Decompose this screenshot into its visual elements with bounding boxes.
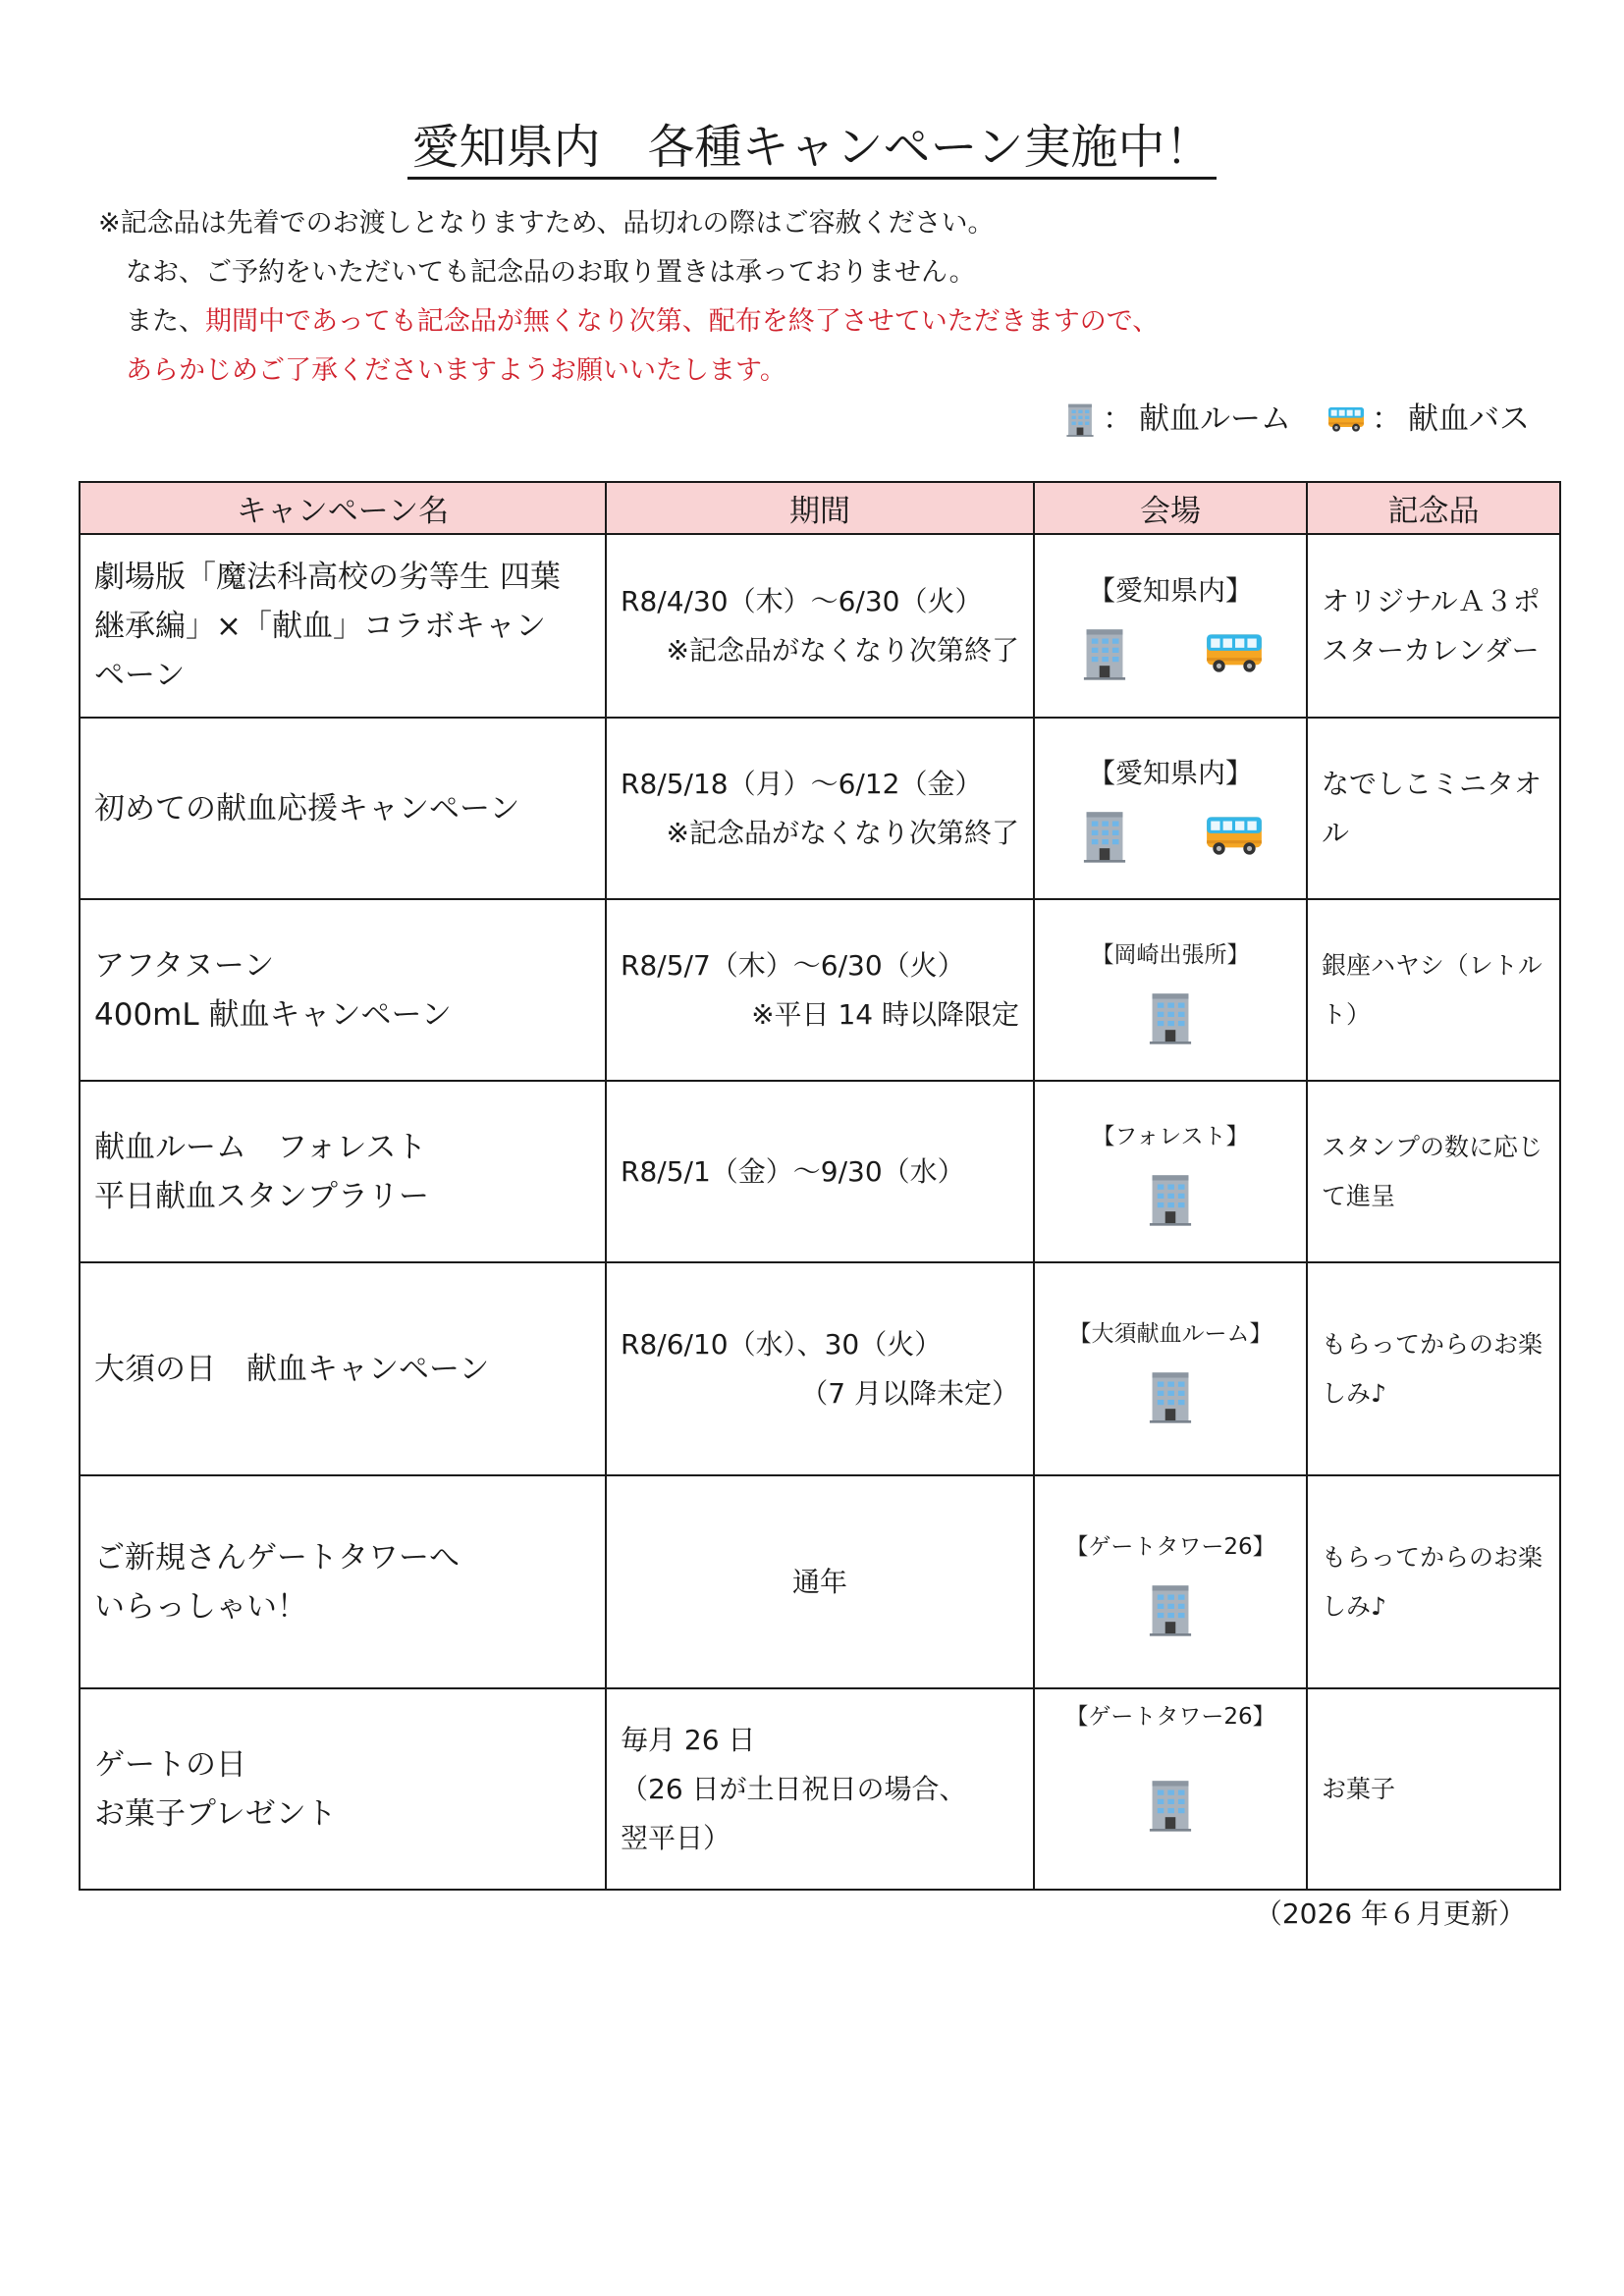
- notice-line-4: あらかじめご了承くださいますようお願いいたします。: [126, 355, 786, 386]
- campaign-venue: [1034, 718, 1307, 899]
- campaign-period: [606, 1475, 1034, 1688]
- campaign-name: [80, 1688, 606, 1890]
- page-title: [0, 116, 1624, 179]
- venue-label: 【岡崎出張所】: [1091, 941, 1250, 968]
- notice-line-2: なお、ご予約をいただいても記念品のお取り置きは承っておりません。: [126, 257, 976, 288]
- period-text: 毎月 26 日: [621, 1723, 756, 1756]
- period-text: R8/5/18（月）～6/12（金）: [621, 767, 983, 800]
- building-icon: [1143, 1580, 1198, 1637]
- legend-separator: ：: [1103, 401, 1133, 437]
- period-note: ※平日 14 時以降限定: [751, 997, 1019, 1031]
- campaign-name-line: 400mL 献血キャンペーン: [94, 996, 452, 1033]
- legend-separator: ：: [1372, 401, 1402, 437]
- venue-label: 【フォレスト】: [1092, 1123, 1249, 1149]
- campaign-period: [606, 534, 1034, 718]
- gift-line: お菓子: [1322, 1774, 1396, 1803]
- notice-line-3: [98, 297, 1159, 347]
- table-row: [80, 1475, 1560, 1688]
- campaign-name-line: ゲートの日: [94, 1746, 246, 1783]
- campaign-name-line: 初めての献血応援キャンペーン: [94, 790, 520, 827]
- campaign-name-line: いらっしゃい！: [94, 1588, 307, 1625]
- period-text: R8/6/10（水）、30（火）: [621, 1327, 943, 1361]
- table-row: [80, 899, 1560, 1081]
- gift-line: 銀座ハヤシ（レトル: [1322, 950, 1543, 980]
- campaign-name-line: アフタヌーン: [94, 947, 275, 984]
- campaign-period: [606, 899, 1034, 1081]
- venue-icons: [1041, 1776, 1300, 1833]
- bus-icon: [1326, 403, 1366, 435]
- legend-bus-label: 献血バス: [1408, 401, 1530, 437]
- campaign-venue: [1034, 1081, 1307, 1262]
- campaign-gift: [1307, 1081, 1560, 1262]
- building-icon: [1063, 400, 1097, 438]
- gift-line: ト）: [1322, 999, 1372, 1029]
- period-text: R8/4/30（木）～6/30（火）: [621, 584, 983, 617]
- notice-block: [98, 199, 1159, 396]
- venue-icons: [1041, 807, 1300, 864]
- venue-label: 【ゲートタワー26】: [1065, 1703, 1275, 1730]
- campaign-venue: [1034, 1262, 1307, 1475]
- legend-room: [1063, 398, 1291, 441]
- venue-label: 【ゲートタワー26】: [1065, 1533, 1275, 1560]
- campaign-name: [80, 1081, 606, 1262]
- campaign-venue: [1034, 1688, 1307, 1890]
- venue-label: 【愛知県内】: [1087, 756, 1253, 789]
- period-text: R8/5/7（木）～6/30（火）: [621, 948, 965, 982]
- campaign-gift: [1307, 534, 1560, 718]
- campaign-name-line: 劇場版「魔法科高校の劣等生 四葉: [94, 559, 561, 595]
- campaign-name-line: 献血ルーム フォレスト: [94, 1129, 427, 1165]
- campaign-gift: [1307, 1475, 1560, 1688]
- campaign-name-line: 平日献血スタンプラリー: [94, 1178, 429, 1214]
- campaign-name-line: 継承編」×「献血」コラボキャン: [94, 608, 546, 644]
- venue-icons: [1041, 1170, 1300, 1227]
- campaign-period: [606, 1262, 1034, 1475]
- campaign-period: [606, 1081, 1034, 1262]
- gift-line: スタンプの数に応じ: [1322, 1132, 1543, 1161]
- legend-bus: [1326, 398, 1530, 441]
- table-row: [80, 1262, 1560, 1475]
- campaign-venue: [1034, 534, 1307, 718]
- notice-line-3-prefix: また、: [126, 306, 205, 337]
- gift-line: もらってからのお楽: [1322, 1542, 1543, 1572]
- legend-room-label: 献血ルーム: [1139, 401, 1291, 437]
- building-icon: [1143, 1170, 1198, 1227]
- icon-legend: [1028, 398, 1530, 441]
- campaign-name: [80, 718, 606, 899]
- period-text: （26 日が土日祝日の場合、: [621, 1772, 967, 1805]
- campaign-name: [80, 899, 606, 1081]
- period-note: ※記念品がなくなり次第終了: [666, 816, 1019, 849]
- venue-icons: [1041, 624, 1300, 681]
- gift-line: しみ♪: [1322, 1378, 1386, 1408]
- gift-line: もらってからのお楽: [1322, 1329, 1543, 1359]
- table-row: [80, 718, 1560, 899]
- venue-label: 【愛知県内】: [1087, 573, 1253, 607]
- campaign-gift: [1307, 1688, 1560, 1890]
- gift-line: ル: [1322, 816, 1350, 849]
- building-icon: [1143, 988, 1198, 1045]
- campaign-period: [606, 718, 1034, 899]
- campaign-name: [80, 1262, 606, 1475]
- header-name: キャンペーン名: [80, 482, 606, 534]
- gift-line: なでしこミニタオ: [1322, 767, 1543, 800]
- campaign-name-line: ご新規さんゲートタワーへ: [94, 1539, 460, 1575]
- period-note: ※記念品がなくなり次第終了: [666, 633, 1019, 667]
- building-icon: [1143, 1776, 1198, 1833]
- page-title-text: 愛知県内 各種キャンペーン実施中！: [407, 120, 1216, 180]
- venue-icons: [1041, 1367, 1300, 1424]
- campaign-name-line: お菓子プレゼント: [94, 1795, 337, 1832]
- update-note: （2026 年６月更新）: [1254, 1897, 1526, 1930]
- gift-line: て進呈: [1322, 1181, 1396, 1210]
- campaign-name-line: 大須の日 献血キャンペーン: [94, 1351, 490, 1387]
- campaign-venue: [1034, 899, 1307, 1081]
- campaign-gift: [1307, 718, 1560, 899]
- campaign-name: [80, 534, 606, 718]
- bus-icon: [1204, 629, 1265, 676]
- venue-icons: [1041, 1580, 1300, 1637]
- campaign-venue: [1034, 1475, 1307, 1688]
- building-icon: [1077, 807, 1132, 864]
- period-text: 翌平日）: [621, 1821, 731, 1854]
- bus-icon: [1204, 812, 1265, 859]
- campaign-gift: [1307, 1262, 1560, 1475]
- header-venue: 会場: [1034, 482, 1307, 534]
- venue-label: 【大須献血ルーム】: [1068, 1320, 1272, 1347]
- notice-line-3-red: 期間中であっても記念品が無くなり次第、配布を終了させていただきますので、: [205, 306, 1160, 337]
- gift-line: しみ♪: [1322, 1591, 1386, 1621]
- header-period: 期間: [606, 482, 1034, 534]
- campaign-gift: [1307, 899, 1560, 1081]
- header-gift: 記念品: [1307, 482, 1560, 534]
- campaign-name-line: ペーン: [94, 657, 186, 693]
- building-icon: [1077, 624, 1132, 681]
- period-note: （7 月以降未定）: [800, 1376, 1019, 1410]
- table-row: [80, 1081, 1560, 1262]
- period-text: 通年: [791, 1565, 847, 1598]
- table-header-row: [80, 482, 1560, 534]
- period-text: R8/5/1（金）～9/30（水）: [621, 1154, 965, 1188]
- notice-line-1: ※記念品は先着でのお渡しとなりますため、品切れの際はご容赦ください。: [98, 208, 995, 239]
- table-row: [80, 1688, 1560, 1890]
- gift-line: オリジナルＡ３ポ: [1322, 584, 1541, 617]
- venue-icons: [1041, 988, 1300, 1045]
- campaign-period: [606, 1688, 1034, 1890]
- campaign-table: [79, 481, 1561, 1891]
- gift-line: スターカレンダー: [1322, 633, 1540, 667]
- table-row: [80, 534, 1560, 718]
- building-icon: [1143, 1367, 1198, 1424]
- campaign-name: [80, 1475, 606, 1688]
